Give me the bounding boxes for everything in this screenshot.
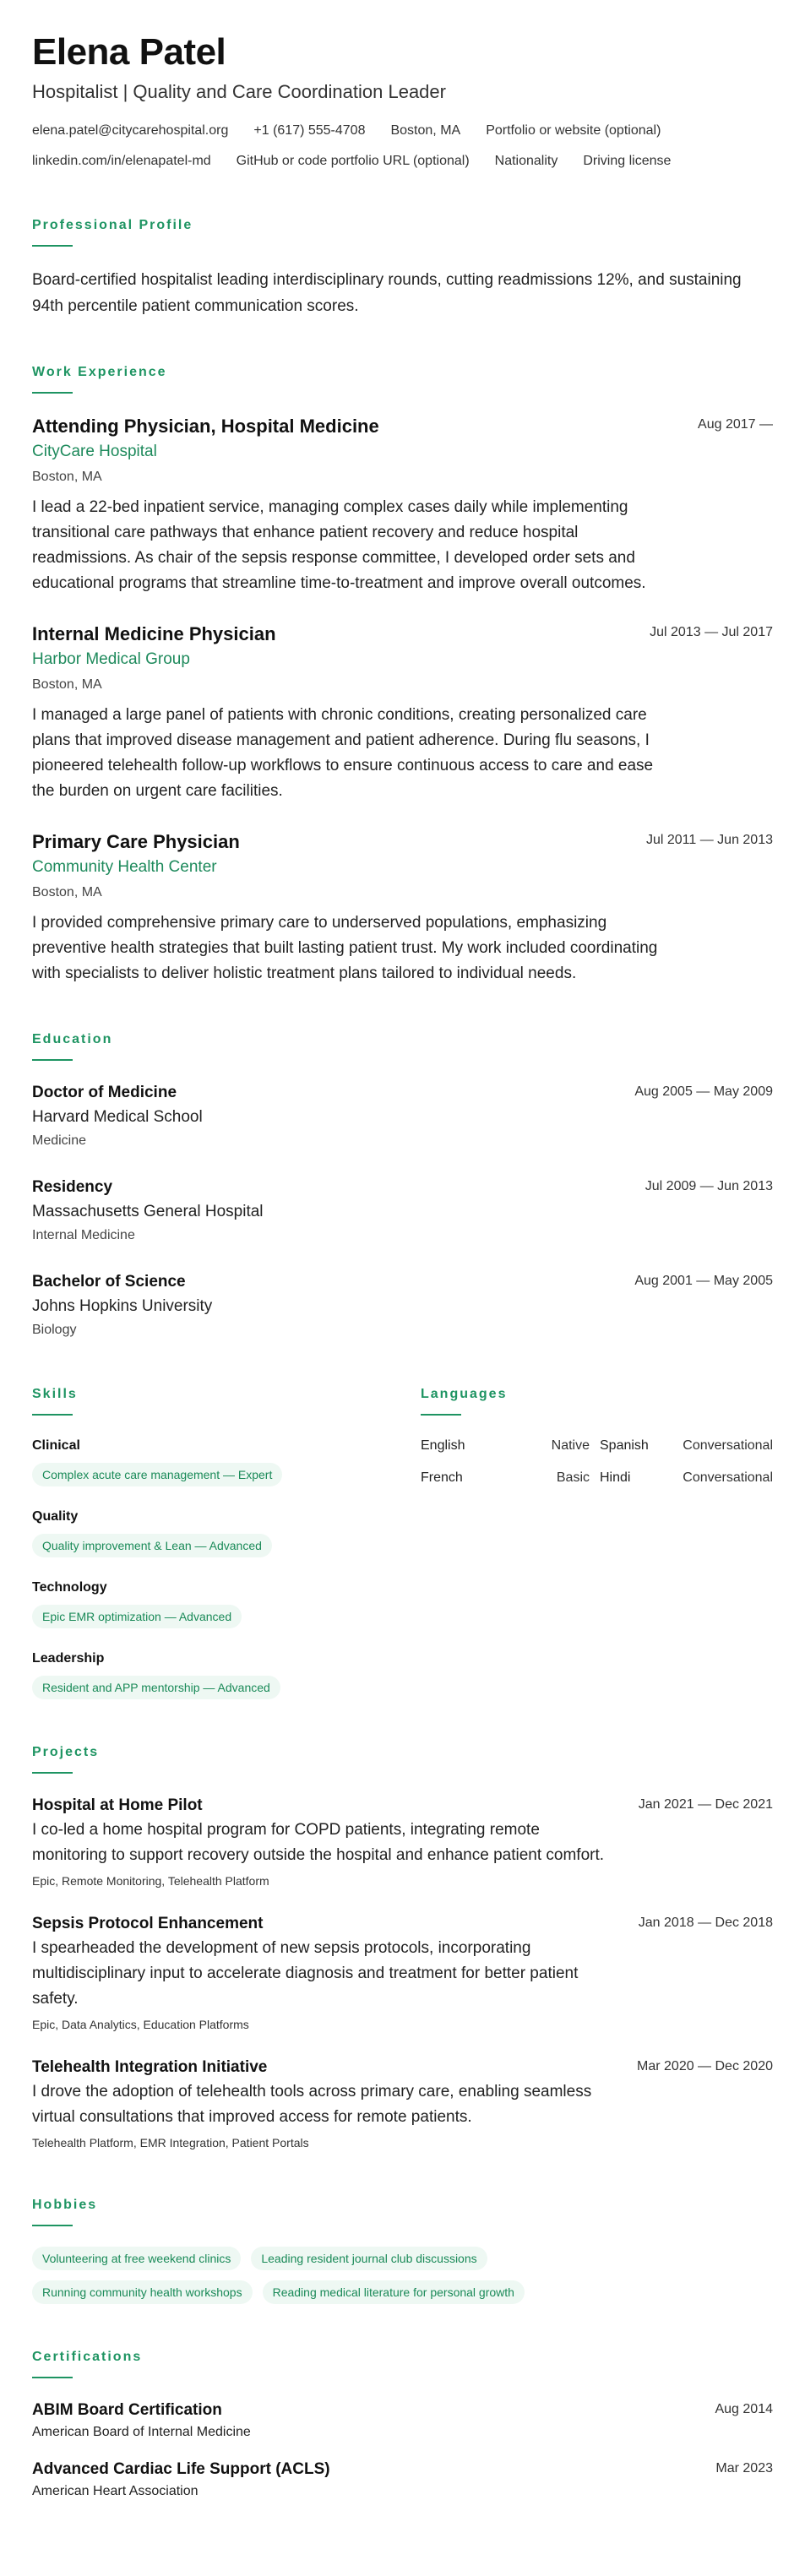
education-field: Medicine (32, 1133, 87, 1148)
project-title: Telehealth Integration Initiative (32, 2058, 268, 2076)
contact-email[interactable]: elena.patel@citycarehospital.org (32, 123, 229, 138)
job-company: Community Health Center (32, 858, 217, 876)
skill-group (32, 1649, 421, 1699)
education-entry (32, 1176, 773, 1247)
language-name: French (421, 1470, 463, 1485)
job-company: Harbor Medical Group (32, 650, 190, 668)
language-name: Hindi (600, 1470, 631, 1485)
projects-section (32, 1743, 773, 2152)
language-name: English (421, 1438, 465, 1453)
certifications-section (32, 2348, 773, 2502)
skill-chip: Resident and APP mentorship — Advanced (32, 1676, 280, 1699)
section-title-projects: Projects (32, 1745, 100, 1759)
experience-section (32, 363, 773, 986)
language-level: Basic (556, 1470, 590, 1485)
section-divider (32, 245, 73, 247)
certification-name: ABIM Board Certification (32, 2401, 222, 2419)
job-title: Attending Physician, Hospital Medicine (32, 416, 379, 437)
profile-summary: Board-certified hospitalist leading interdisciplinary rounds, cutting readmissions 12%, and sustaining 94th percentile patient communication scores. (32, 271, 742, 315)
project-technologies: Epic, Data Analytics, Education Platforms (32, 2018, 249, 2031)
section-divider (32, 1772, 73, 1774)
contact-location: Boston, MA (390, 123, 461, 138)
section-title-education: Education (32, 1032, 113, 1046)
certification-date: Mar 2023 (715, 2461, 773, 2475)
language-level: Conversational (683, 1438, 773, 1453)
languages-section (421, 1385, 773, 1699)
language-level: Native (551, 1438, 590, 1453)
section-divider (421, 1414, 461, 1416)
hobby-chip: Volunteering at free weekend clinics (32, 2247, 241, 2270)
certification-entry (32, 2399, 773, 2443)
skills-languages-row (32, 1385, 773, 1699)
skill-chip: Epic EMR optimization — Advanced (32, 1605, 242, 1628)
job-entry (32, 622, 773, 804)
job-title: Primary Care Physician (32, 831, 240, 852)
section-title-experience: Work Experience (32, 365, 167, 379)
education-school: Massachusetts General Hospital (32, 1203, 264, 1220)
hobby-chips (32, 2247, 623, 2314)
project-title: Sepsis Protocol Enhancement (32, 1915, 264, 1932)
resume-header (32, 30, 773, 172)
candidate-name: Elena Patel (32, 31, 226, 73)
section-divider (32, 1059, 73, 1061)
job-location: Boston, MA (32, 677, 102, 692)
certification-name: Advanced Cardiac Life Support (ACLS) (32, 2460, 330, 2478)
certification-issuer: American Board of Internal Medicine (32, 2425, 251, 2439)
contact-portfolio[interactable]: Portfolio or website (optional) (486, 123, 661, 138)
certification-issuer: American Heart Association (32, 2484, 199, 2498)
project-title: Hospital at Home Pilot (32, 1796, 203, 1814)
project-entry (32, 1912, 773, 2034)
contact-linkedin[interactable]: linkedin.com/in/elenapatel-md (32, 154, 211, 168)
section-divider (32, 1414, 73, 1416)
candidate-headline: Hospitalist | Quality and Care Coordination Leader (32, 81, 446, 102)
section-divider (32, 2225, 73, 2226)
education-degree: Bachelor of Science (32, 1273, 186, 1291)
education-school: Harvard Medical School (32, 1108, 203, 1126)
job-description: I provided comprehensive primary care to underserved populations, emphasizing preventive health strategies that built lasting patient trust. My work included coordinating with specialists to deliver holistic treatment plans tailored to individual needs. (32, 914, 658, 982)
project-date: Mar 2020 — Dec 2020 (637, 2059, 773, 2073)
contact-phone[interactable]: +1 (617) 555-4708 (253, 123, 366, 138)
job-entry (32, 414, 773, 596)
certification-entry (32, 2458, 773, 2502)
contact-list (32, 120, 773, 172)
job-description: I managed a large panel of patients with chronic conditions, creating personalized care plans that improved disease management and patient adherence. During flu seasons, I pioneered telehealth follow-up workflows to ensure continuous access to care and ease the burden on urgent care facilities. (32, 706, 654, 800)
section-divider (32, 392, 73, 394)
skill-chip: Complex acute care management — Expert (32, 1463, 282, 1486)
contact-nationality: Nationality (494, 154, 558, 168)
section-title-profile: Professional Profile (32, 218, 193, 232)
skill-category: Clinical (32, 1438, 80, 1453)
skill-group (32, 1436, 421, 1486)
contact-driving-license: Driving license (583, 154, 672, 168)
section-title-certifications: Certifications (32, 2350, 143, 2364)
language-level: Conversational (683, 1470, 773, 1485)
skill-category: Quality (32, 1509, 79, 1524)
project-description: I spearheaded the development of new sepsis protocols, incorporating multidisciplinary input to accelerate diagnosis and treatment for better patient safety. (32, 1939, 579, 2008)
language-name: Spanish (600, 1438, 649, 1453)
education-school: Johns Hopkins University (32, 1297, 213, 1315)
project-date: Jan 2018 — Dec 2018 (638, 1916, 773, 1930)
job-date: Jul 2013 — Jul 2017 (650, 625, 773, 639)
skill-group (32, 1578, 421, 1628)
education-date: Aug 2001 — May 2005 (634, 1274, 773, 1288)
education-field: Biology (32, 1323, 77, 1337)
job-date: Aug 2017 — (698, 417, 773, 432)
hobbies-section (32, 2196, 773, 2314)
contact-github[interactable]: GitHub or code portfolio URL (optional) (236, 154, 470, 168)
skill-group (32, 1507, 421, 1557)
education-degree: Doctor of Medicine (32, 1084, 177, 1101)
skill-category: Leadership (32, 1651, 105, 1666)
project-date: Jan 2021 — Dec 2021 (638, 1797, 773, 1812)
job-date: Jul 2011 — Jun 2013 (645, 833, 773, 847)
hobby-chip: Leading resident journal club discussions (251, 2247, 487, 2270)
education-field: Internal Medicine (32, 1228, 135, 1242)
project-technologies: Telehealth Platform, EMR Integration, Patient Portals (32, 2136, 309, 2149)
job-description: I lead a 22-bed inpatient service, managing complex cases daily while implementing transitional care pathways that enhance patient recovery and reduce hospital readmissions. As chair of the sepsis response committee, I developed order sets and educational programs that streamline time-to-treatment and improve overall outcomes. (32, 498, 646, 592)
job-location: Boston, MA (32, 470, 102, 484)
languages-grid (421, 1436, 773, 1488)
job-company: CityCare Hospital (32, 443, 157, 460)
section-title-languages: Languages (421, 1387, 508, 1401)
section-divider (32, 2377, 73, 2378)
project-entry (32, 2056, 773, 2152)
education-section (32, 1030, 773, 1341)
skills-section (32, 1385, 421, 1699)
hobby-chip: Running community health workshops (32, 2280, 253, 2304)
education-entry (32, 1270, 773, 1341)
job-entry (32, 829, 773, 986)
hobby-chip: Reading medical literature for personal growth (263, 2280, 525, 2304)
section-title-hobbies: Hobbies (32, 2198, 98, 2212)
education-degree: Residency (32, 1178, 113, 1196)
education-date: Jul 2009 — Jun 2013 (645, 1179, 773, 1193)
section-title-skills: Skills (32, 1387, 78, 1401)
skill-chip: Quality improvement & Lean — Advanced (32, 1534, 272, 1557)
job-location: Boston, MA (32, 885, 102, 899)
project-technologies: Epic, Remote Monitoring, Telehealth Platform (32, 1874, 269, 1888)
job-title: Internal Medicine Physician (32, 623, 276, 644)
profile-section (32, 216, 773, 319)
skill-category: Technology (32, 1580, 107, 1595)
education-date: Aug 2005 — May 2009 (634, 1084, 773, 1099)
project-description: I drove the adoption of telehealth tools across primary care, enabling seamless virtual consultations that improved access for remote patients. (32, 2083, 592, 2126)
certification-date: Aug 2014 (715, 2402, 773, 2416)
education-entry (32, 1081, 773, 1152)
project-description: I co-led a home hospital program for COPD patients, integrating remote monitoring to support recovery outside the hospital and enhance patient comfort. (32, 1821, 605, 1864)
project-entry (32, 1794, 773, 1890)
